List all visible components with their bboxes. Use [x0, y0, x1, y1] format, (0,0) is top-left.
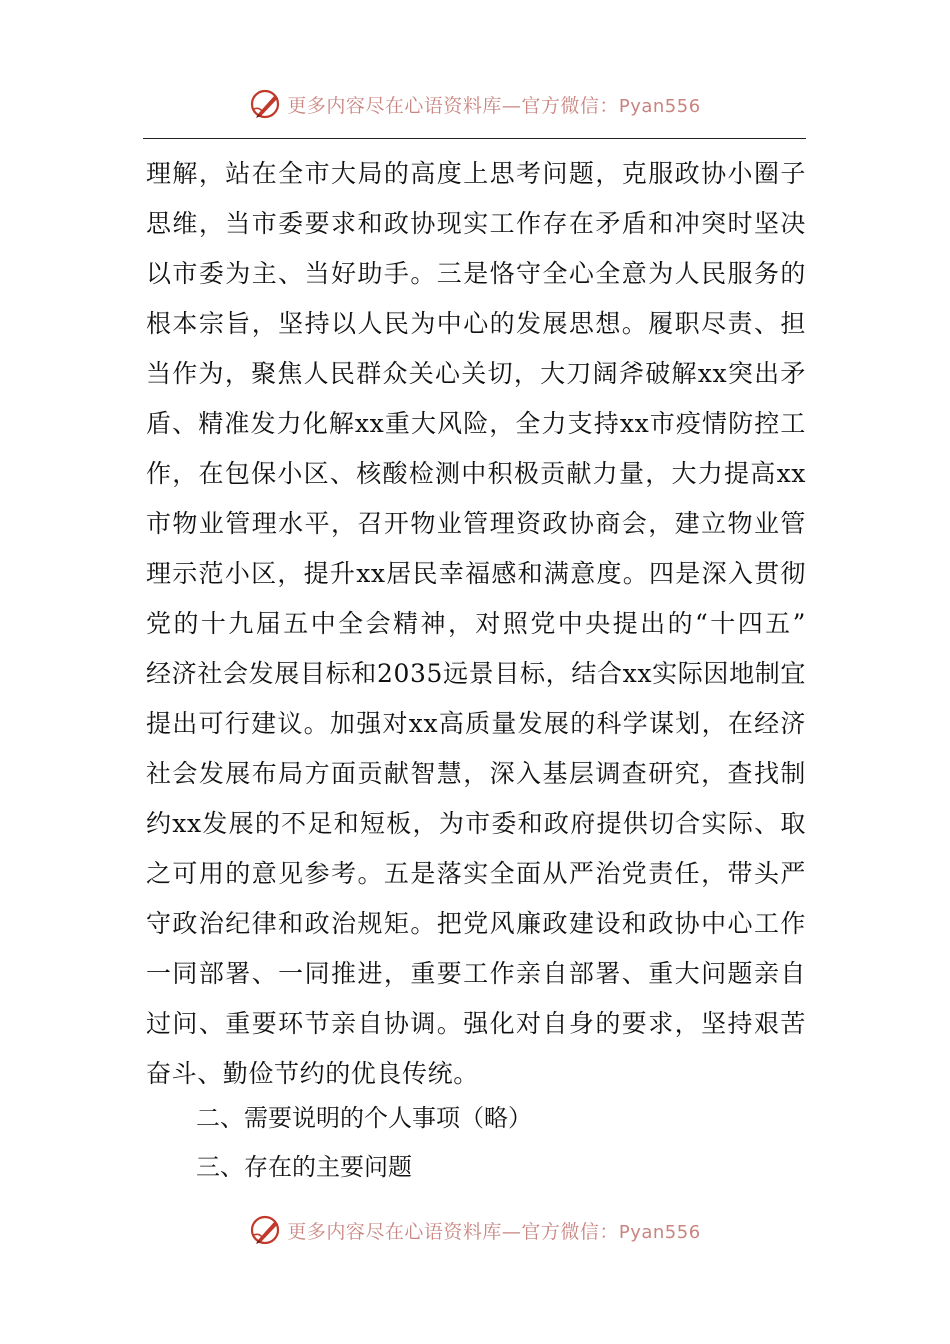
- text-line: 经济社会发展目标和2035远景目标，结合xx实际因地制宜: [146, 659, 806, 688]
- footer-banner-text: 更多内容尽在心语资料库—官方微信：Pyan556: [287, 1220, 701, 1243]
- text-line: 约xx发展的不足和短板，为市委和政府提供切合实际、取: [146, 809, 806, 838]
- text-line: 守政治纪律和政治规矩。把党风廉政建设和政协中心工作: [146, 909, 806, 938]
- body-paragraph: [146, 149, 806, 1099]
- header-divider: [143, 138, 806, 139]
- text-line: 过问、重要环节亲自协调。强化对自身的要求，坚持艰苦: [146, 1009, 806, 1038]
- header-banner: [0, 84, 950, 124]
- text-line: 理解，站在全市大局的高度上思考问题，克服政协小圈子: [146, 159, 806, 188]
- pen-logo-icon: [249, 87, 283, 121]
- section-heading-personal-matters: 二、需要说明的个人事项（略）: [196, 1104, 532, 1132]
- text-line: 作，在包保小区、核酸检测中积极贡献力量，大力提高xx: [146, 459, 806, 488]
- header-banner-text: 更多内容尽在心语资料库—官方微信：Pyan556: [287, 94, 701, 117]
- footer-banner-id: Pyan556: [618, 1221, 701, 1243]
- text-line: 之可用的意见参考。五是落实全面从严治党责任，带头严: [146, 859, 806, 888]
- section-heading-main-problems: 三、存在的主要问题: [196, 1153, 412, 1181]
- text-line: 党的十九届五中全会精神，对照党中央提出的“十四五”: [146, 609, 806, 638]
- text-line: 奋斗、勤俭节约的优良传统。: [146, 1059, 479, 1088]
- text-line: 根本宗旨，坚持以人民为中心的发展思想。履职尽责、担: [146, 309, 806, 338]
- pen-logo-icon: [249, 1213, 283, 1247]
- header-banner-id: Pyan556: [618, 95, 701, 117]
- footer-banner: [0, 1210, 950, 1250]
- text-line: 提出可行建议。加强对xx高质量发展的科学谋划，在经济: [146, 709, 806, 738]
- text-line: 社会发展布局方面贡献智慧，深入基层调查研究，查找制: [146, 759, 806, 788]
- text-line: 一同部署、一同推进，重要工作亲自部署、重大问题亲自: [146, 959, 806, 988]
- text-line: 理示范小区，提升xx居民幸福感和满意度。四是深入贯彻: [146, 559, 806, 588]
- text-line: 以市委为主、当好助手。三是恪守全心全意为人民服务的: [146, 259, 806, 288]
- text-line: 当作为，聚焦人民群众关心关切，大刀阔斧破解xx突出矛: [146, 359, 806, 388]
- text-line: 思维，当市委要求和政协现实工作存在矛盾和冲突时坚决: [146, 209, 806, 238]
- text-line: 市物业管理水平，召开物业管理资政协商会，建立物业管: [146, 509, 806, 538]
- text-line: 盾、精准发力化解xx重大风险，全力支持xx市疫情防控工: [146, 409, 806, 438]
